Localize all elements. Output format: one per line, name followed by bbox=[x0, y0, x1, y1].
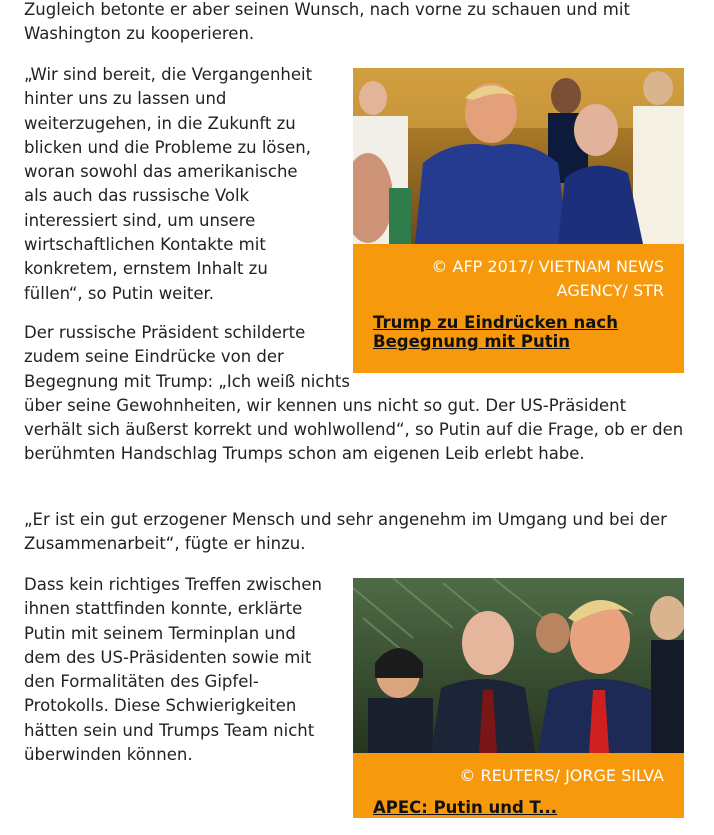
photo-credit: © AFP 2017/ VIETNAM NEWS AGENCY/ STR bbox=[431, 257, 664, 300]
article-photo[interactable] bbox=[353, 578, 684, 753]
related-article-card[interactable] bbox=[353, 68, 684, 373]
related-article-link[interactable]: APEC: Putin und T... bbox=[373, 798, 558, 817]
paragraph-meeting: Dass kein richtiges Treffen zwischen ihnen stattfinden konnte, erklärte Putin mit seinem Terminplan und dem des US-Präsidenten sowie mit den Formalitäten des Gipfel-Protokolls. Diese Schwierigkeiten hätten sein und Trumps Team nicht überwinden können. bbox=[24, 575, 322, 765]
paragraph-impressions-text: Der russische Präsident schilderte zudem seine Eindrücke von der Begegnung mit Trump: „Ich weiß nichts über seine Gewohnheiten, wir kennen uns nicht so gut. Der US-Präsident verhält sich äußerst korrekt und wohlwollend“, so Putin auf die Frage, ob er den berühmten Handschlag Trumps schon am eigenen Leib erlebt habe. bbox=[24, 323, 684, 464]
related-article-card[interactable] bbox=[353, 578, 684, 818]
photo-credit: © REUTERS/ JORGE SILVA bbox=[459, 766, 664, 785]
paragraph-quote-putin: „Wir sind bereit, die Vergangenheit hinter uns zu lassen und weiterzugehen, in die Zukunft zu blicken und die Probleme zu lösen, woran sowohl das amerikanische als auch das russische Volk interessiert sind, um unsere wirtschaftlichen Kontakte mit konkretem, ernstem Inhalt zu füllen“, so Putin weiter. bbox=[24, 65, 313, 303]
related-article-link[interactable]: Trump zu Eindrücken nach Begegnung mit Putin bbox=[373, 313, 618, 351]
article-photo[interactable] bbox=[353, 68, 684, 244]
paragraph-intro: Zugleich betonte er aber seinen Wunsch, nach vorne zu schauen und mit Washington zu kooperieren. bbox=[24, 0, 630, 44]
paragraph-quote-trump: „Er ist ein gut erzogener Mensch und sehr angenehm im Umgang und bei der Zusammenarbeit“, fügte er hinzu. bbox=[24, 510, 667, 554]
